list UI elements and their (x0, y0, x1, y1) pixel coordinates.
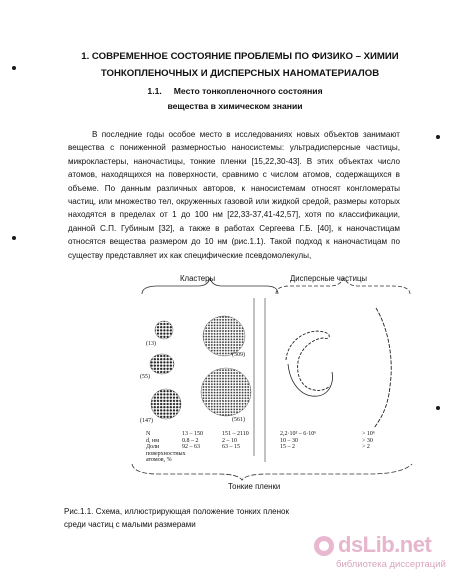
row-label: Доли (146, 444, 160, 451)
cluster-561-label: (561) (232, 417, 245, 423)
row-label: d, нм (146, 437, 160, 444)
cluster-309 (203, 316, 245, 356)
section-number: 1.1. (147, 86, 162, 96)
row-label: атомов, % (146, 457, 172, 464)
cluster-13-label: (13) (146, 341, 156, 347)
thin-films-brace (132, 464, 412, 480)
table-column-2 (222, 431, 249, 451)
figure-drawing (118, 268, 428, 500)
figure-1-1 (118, 268, 428, 500)
watermark-subtitle: библиотека диссертаций (336, 559, 446, 570)
table-cell: 2 – 10 (222, 437, 237, 444)
table-cell: > 30 (362, 437, 373, 444)
watermark (312, 530, 447, 574)
body-text (68, 128, 400, 262)
table-cell: 10 – 30 (280, 437, 298, 444)
table-cell: > 10⁶ (362, 431, 375, 437)
table-column-4 (362, 431, 375, 451)
section-heading-line-1 (100, 84, 370, 99)
particle-outline (374, 308, 391, 428)
thin-films-label: Тонкие пленки (228, 482, 281, 491)
cluster-13 (155, 321, 173, 339)
cluster-147-label: (147) (140, 418, 153, 424)
figure-caption: Рис.1.1. Схема, иллюстрирующая положение тонких пленок среди частиц с малыми размерами (64, 507, 289, 529)
table-column-1 (182, 431, 203, 451)
table-cell: 151 – 2110 (222, 431, 249, 437)
particle-outline (288, 364, 332, 396)
table-column-3 (280, 431, 316, 451)
margin-dot (436, 406, 440, 410)
cluster-561 (201, 368, 251, 416)
table-cell: 0.8 – 2 (182, 437, 199, 444)
chapter-title-line-2: ТОНКОПЛЕНОЧНЫХ И ДИСПЕРСНЫХ НАНОМАТЕРИАЛОВ (100, 68, 380, 79)
cluster-55-label: (55) (140, 374, 150, 380)
margin-dot (436, 135, 440, 139)
cluster-147 (151, 389, 181, 419)
table-cell: 92 – 63 (182, 444, 200, 451)
body-paragraph: В последние годы особое место в исследованиях новых объектов занимают вещества с пониженной размерностью наносистемы: ультрадисперсные частицы, микрокластеры, наночастицы, тонкие пленки [15,22,30-43]. В этих объектах число атомов, находящихся на поверхности, сравнимо с числом атомов, содержащихся в объеме. По данным различных авторов, к наносистемам относят конгломераты частиц, или множество тел, окруженных газовой или жидкой средой, размеры которых находятся в пределах от 1 до 100 нм [22,33-37,41-42,57], хотя по классификации, данной С.П. Губиным [32], а также в работах Сергеева Г.Б. [40], к наночастицам относятся вещества размером до 10 нм (рис.1.1). Такой подход к наночастицам по существу представляет их как специфические псевдомолекулы, (68, 130, 400, 260)
dslib-logo-icon (314, 536, 334, 556)
section-title-line-2: вещества в химическом знании (167, 101, 303, 111)
row-label: поверхностных (146, 450, 186, 457)
watermark-brand: dsLib.net (338, 532, 432, 557)
chapter-title-line-1: 1. СОВРЕМЕННОЕ СОСТОЯНИЕ ПРОБЛЕМЫ ПО ФИЗИКО – ХИМИИ (81, 51, 399, 62)
clusters-label: Кластеры (180, 274, 216, 283)
section-heading (100, 84, 370, 114)
dispersed-particles-label: Дисперсные частицы (290, 274, 368, 283)
table-cell: 63 – 15 (222, 444, 240, 451)
row-label: N (146, 431, 151, 437)
margin-dot (12, 236, 16, 240)
table-cell: 15 – 2 (280, 444, 295, 451)
table-cell: 2,2·10³ – 6·10⁶ (280, 431, 317, 437)
section-title-line-1: Место тонкопленочного состояния (173, 86, 323, 96)
table-cell: 13 – 150 (182, 431, 203, 437)
row-labels (146, 431, 186, 464)
margin-dot (12, 66, 16, 70)
chapter-title (60, 48, 420, 82)
table-cell: > 2 (362, 444, 370, 451)
cluster-309-label: (309) (232, 352, 245, 358)
cluster-55 (150, 354, 174, 374)
